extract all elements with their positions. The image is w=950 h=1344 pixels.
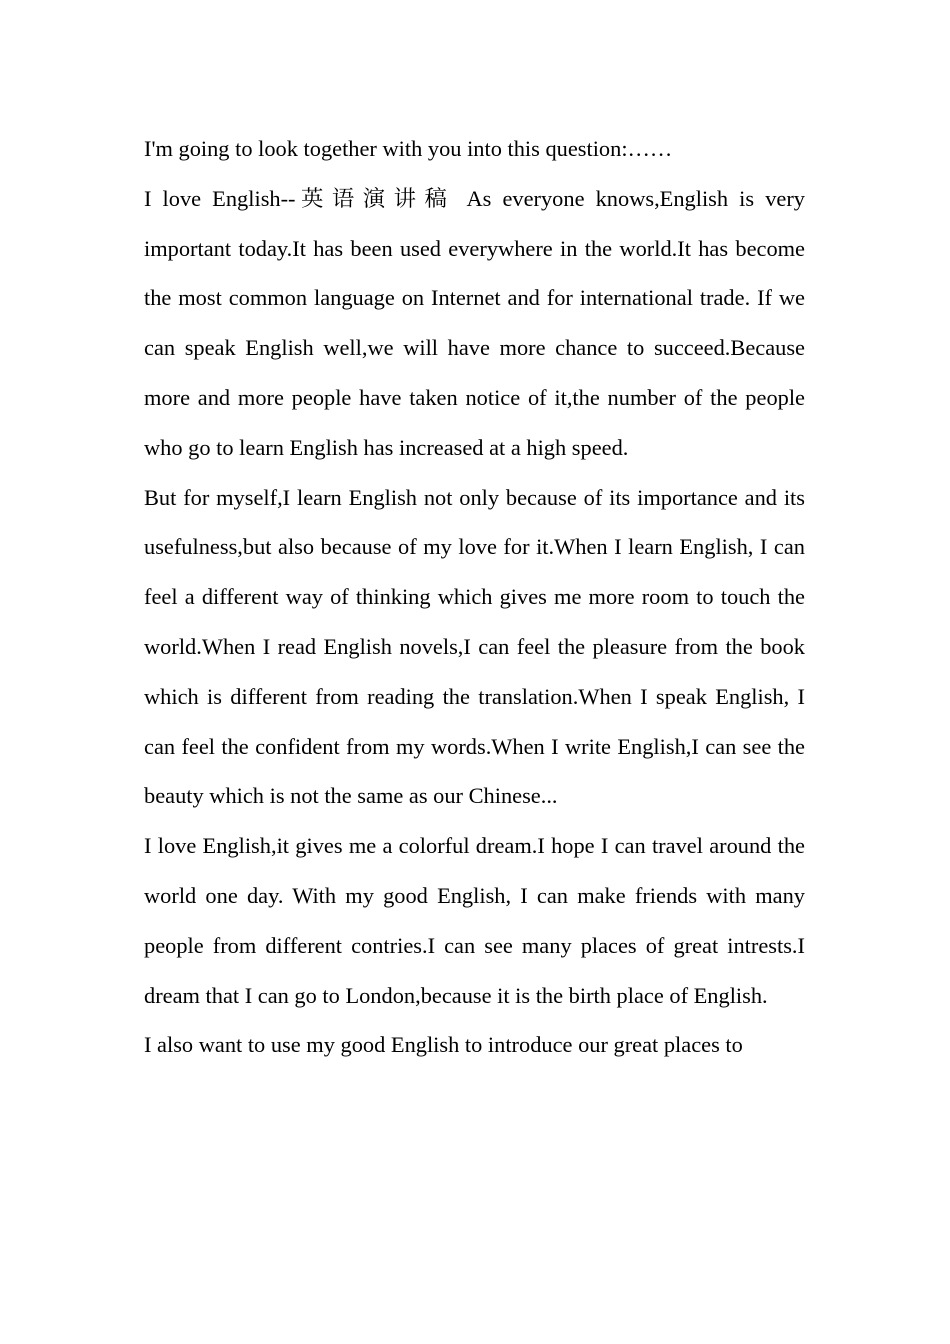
paragraph-1-chinese-title: 英语演讲稿 bbox=[295, 185, 456, 211]
paragraph-1 bbox=[144, 174, 805, 473]
paragraph-1-prefix: I love English-- bbox=[144, 185, 296, 211]
paragraph-2: But for myself,I learn English not only because of its importance and its usefulness,but also because of my love for it.When I learn English, I can feel a different way of thinking which gives me more room to touch the world.When I read English novels,I can feel the pleasure from the book which is different from reading the translation.When I speak English, I can feel the confident from my words.When I write English,I can see the beauty which is not the same as our Chinese... bbox=[144, 484, 805, 809]
intro-line: I'm going to look together with you into this question:…… bbox=[144, 136, 673, 161]
paragraph-1-text: As everyone knows,English is very important today.It has been used everywhere in the world.It has become the most common language on Internet and for international trade. If we can speak English well,we will have more chance to succeed.Because more and more people have taken notice of it,the number of the people who go to learn English has increased at a high speed. bbox=[144, 185, 805, 460]
document-body bbox=[144, 124, 805, 1070]
paragraph-4: I also want to use my good English to introduce our great places to bbox=[144, 1032, 743, 1058]
paragraph-3: I love English,it gives me a colorful dream.I hope I can travel around the world one day. With my good English, I can make friends with many people from different contries.I can see many places of great intrests.I dream that I can go to London,because it is the birth place of English. bbox=[144, 833, 805, 1008]
